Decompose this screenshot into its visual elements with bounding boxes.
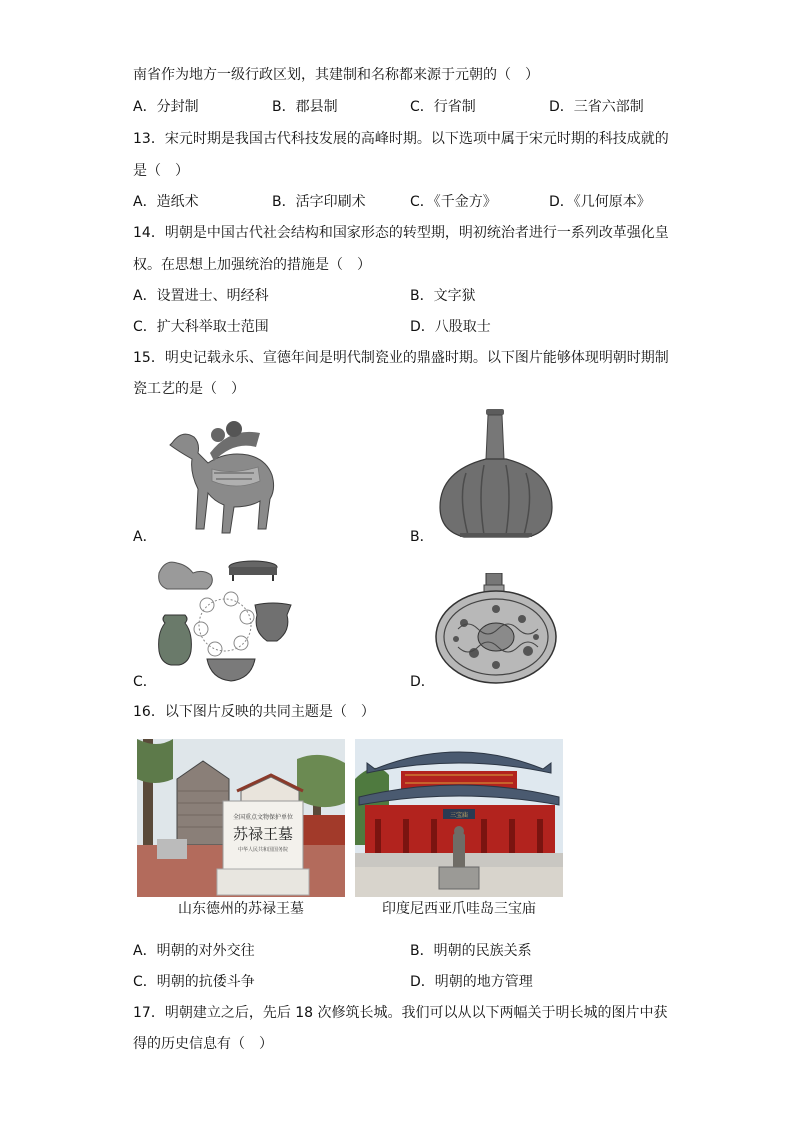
sam-poo-kong-temple-photo bbox=[355, 739, 563, 897]
q16-caption-right: 印度尼西亚爪哇岛三宝庙 bbox=[382, 901, 536, 917]
blue-white-flask-image bbox=[434, 573, 558, 687]
q14-option-b[interactable]: B．文字狱 bbox=[410, 288, 476, 304]
sulu-king-tomb-photo bbox=[137, 739, 345, 897]
q15-label-d[interactable]: D． bbox=[410, 674, 435, 690]
tomb-sign-text: 苏禄王墓 bbox=[232, 825, 294, 843]
svg-text:全国重点文物保护单位: 全国重点文物保护单位 bbox=[232, 814, 294, 821]
q14-option-c[interactable]: C．扩大科举取士范围 bbox=[133, 319, 269, 335]
green-vase-image bbox=[436, 407, 556, 539]
bronze-vessels-diagram-image bbox=[155, 555, 295, 685]
q13-stem-line2: 是（ ） bbox=[133, 163, 189, 179]
q13-option-b[interactable]: B．活字印刷术 bbox=[272, 194, 366, 210]
svg-text:中华人民共和国国务院: 中华人民共和国国务院 bbox=[237, 847, 289, 853]
q12-option-c[interactable]: C．行省制 bbox=[410, 99, 476, 115]
q13-option-d[interactable]: D．《几何原本》 bbox=[549, 194, 651, 210]
q16-stem: 16．以下图片反映的共同主题是（ ） bbox=[133, 704, 375, 720]
q15-label-a[interactable]: A． bbox=[133, 529, 157, 545]
q17-stem-line1: 17．明朝建立之后，先后 18 次修筑长城。我们可以从以下两幅关于明长城的图片中获 bbox=[133, 1005, 668, 1021]
q15-label-b[interactable]: B． bbox=[410, 529, 434, 545]
q12-stem-tail: 南省作为地方一级行政区划，其建制和名称都来源于元朝的（ ） bbox=[133, 67, 539, 83]
temple-plaque-text: 三宝庙 bbox=[449, 812, 469, 819]
q17-stem-line2: 得的历史信息有（ ） bbox=[133, 1036, 273, 1052]
q16-option-c[interactable]: C．明朝的抗倭斗争 bbox=[133, 974, 255, 990]
q14-stem-line2: 权。在思想上加强统治的措施是（ ） bbox=[133, 257, 371, 273]
q15-stem-line2: 瓷工艺的是（ ） bbox=[133, 381, 245, 397]
q12-option-a[interactable]: A．分封制 bbox=[133, 99, 199, 115]
tri-color-camel-image bbox=[152, 413, 282, 543]
q12-option-b[interactable]: B．郡县制 bbox=[272, 99, 338, 115]
q16-caption-left: 山东德州的苏禄王墓 bbox=[178, 901, 304, 917]
q13-option-c[interactable]: C．《千金方》 bbox=[410, 194, 497, 210]
q16-option-d[interactable]: D．明朝的地方管理 bbox=[410, 974, 533, 990]
q15-stem-line1: 15．明史记载永乐、宣德年间是明代制瓷业的鼎盛时期。以下图片能够体现明朝时期制 bbox=[133, 350, 669, 366]
q12-option-d[interactable]: D．三省六部制 bbox=[549, 99, 644, 115]
q14-option-d[interactable]: D．八股取士 bbox=[410, 319, 491, 335]
q15-label-c[interactable]: C． bbox=[133, 674, 157, 690]
q13-option-a[interactable]: A．造纸术 bbox=[133, 194, 199, 210]
q16-option-b[interactable]: B．明朝的民族关系 bbox=[410, 943, 532, 959]
q14-option-a[interactable]: A．设置进士、明经科 bbox=[133, 288, 269, 304]
q14-stem-line1: 14．明朝是中国古代社会结构和国家形态的转型期，明初统治者进行一系列改革强化皇 bbox=[133, 225, 669, 241]
q16-option-a[interactable]: A．明朝的对外交往 bbox=[133, 943, 255, 959]
q13-stem-line1: 13．宋元时期是我国古代科技发展的高峰时期。以下选项中属于宋元时期的科技成就的 bbox=[133, 131, 669, 147]
